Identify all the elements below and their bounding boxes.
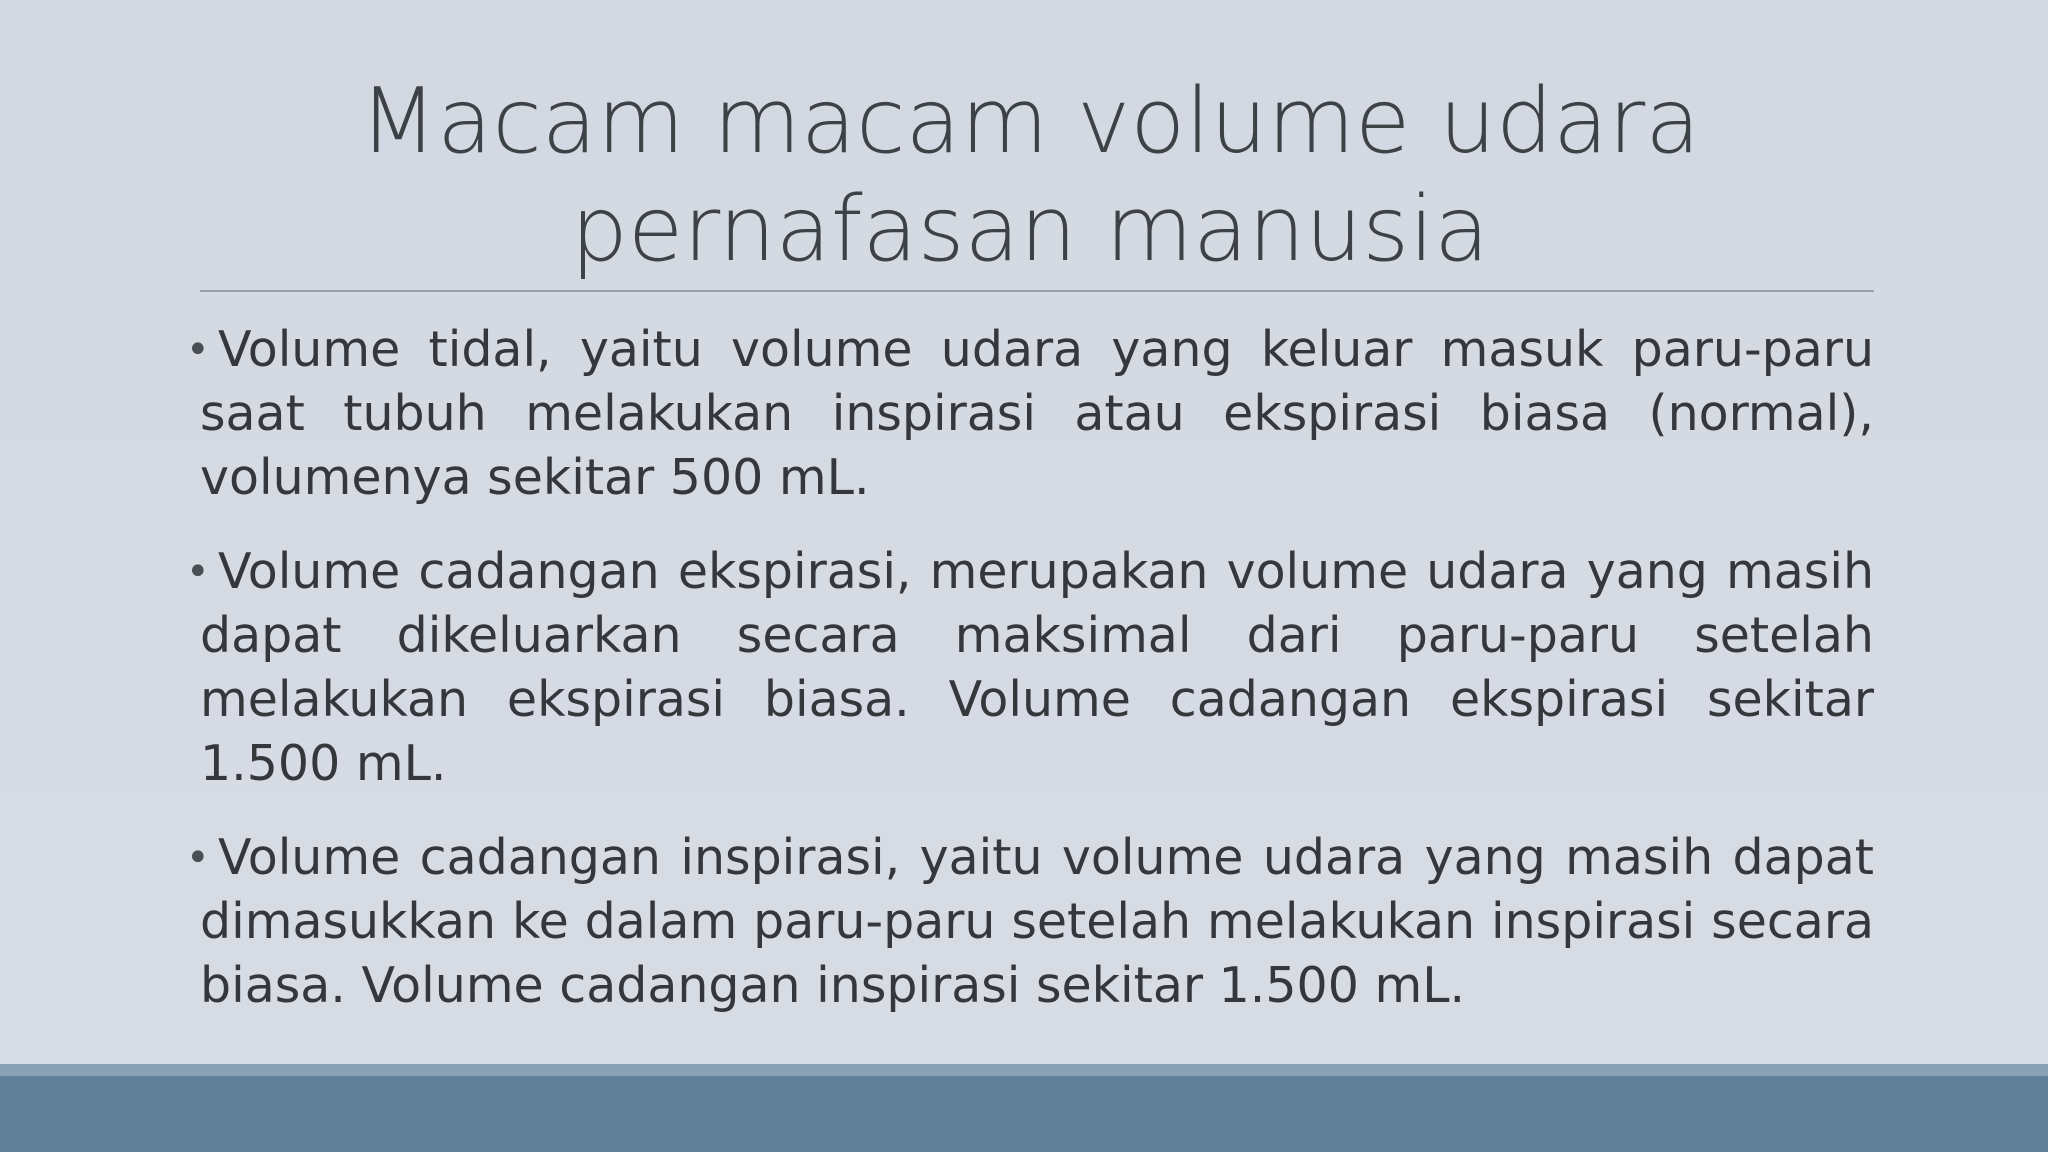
- bullet-item-tidal-volume: [186, 318, 1874, 510]
- slide-title: [160, 68, 1900, 284]
- bullet-icon: •: [186, 327, 210, 373]
- bullet-text: Volume cadangan inspirasi, yaitu volume udara yang masih dapat dimasukkan ke dalam paru-paru setelah melakukan inspirasi secara biasa. Volume cadangan inspirasi sekitar 1.500 mL.: [200, 829, 1874, 1014]
- bullet-item-inspiratory-reserve: [186, 826, 1874, 1018]
- bullet-icon: •: [186, 549, 210, 595]
- title-line-2: pernafasan manusia: [570, 177, 1490, 282]
- bullet-icon: •: [186, 835, 210, 881]
- bullet-list: [186, 318, 1874, 1018]
- title-line-1: Macam macam volume udara: [359, 69, 1701, 174]
- title-divider: [200, 290, 1874, 292]
- bullet-text: Volume tidal, yaitu volume udara yang keluar masuk paru-paru saat tubuh melakukan inspirasi atau ekspirasi biasa (normal), volumenya sekitar 500 mL.: [200, 321, 1874, 506]
- footer-band: [0, 1076, 2048, 1152]
- bullet-text: Volume cadangan ekspirasi, merupakan volume udara yang masih dapat dikeluarkan secara maksimal dari paru-paru setelah melakukan ekspirasi biasa. Volume cadangan ekspirasi sekitar 1.500 mL.: [200, 543, 1874, 792]
- bullet-item-expiratory-reserve: [186, 540, 1874, 796]
- footer-accent-stripe: [0, 1064, 2048, 1076]
